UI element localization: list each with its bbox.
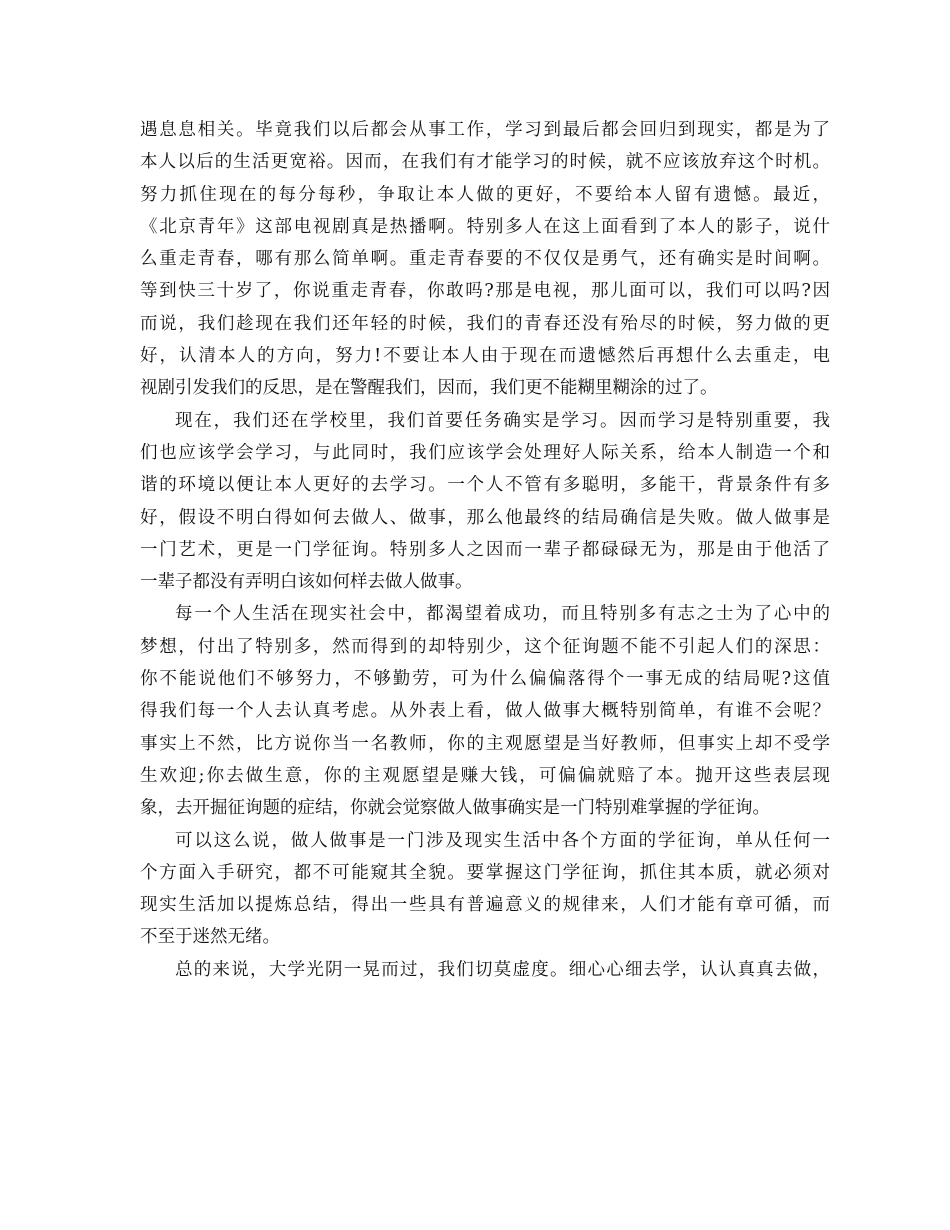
text-line: 现实生活加以提炼总结，得出一些具有普遍意义的规律来，人们才能有章可循，而: [140, 895, 830, 916]
text-line: 一辈子都没有弄明白该如何样去做人做事。: [140, 572, 473, 593]
text-line: 现在，我们还在学校里，我们首要任务确实是学习。因而学习是特别重要，我: [175, 410, 830, 431]
text-line: 一门艺术，更是一门学征询。特别多人之因而一辈子都碌碌无为，那是由于他活了: [140, 539, 830, 560]
text-line: 可以这么说，做人做事是一门涉及现实生活中各个方面的学征询，单从任何一: [175, 830, 830, 851]
text-line: 象，去开掘征询题的症结，你就会觉察做人做事确实是一门特别难掌握的学征询。: [140, 798, 770, 819]
document-body: [140, 114, 830, 986]
text-line: 总的来说，大学光阴一晃而过，我们切莫虚度。细心心细去学，认认真真去做，: [175, 959, 830, 980]
text-line: 而说，我们趁现在我们还年轻的时候，我们的青春还没有殆尽的时候，努力做的更: [140, 313, 830, 334]
text-line: 每一个人生活在现实社会中，都渴望着成功，而且特别多有志之士为了心中的: [175, 604, 830, 625]
text-line: 们也应该学会学习，与此同时，我们应该学会处理好人际关系，给本人制造一个和: [140, 442, 830, 463]
text-line: 等到快三十岁了，你说重走青春，你敢吗?那是电视，那儿面可以，我们可以吗?因: [140, 281, 830, 302]
text-line: 好，假设不明白得如何去做人、做事，那么他最终的结局确信是失败。做人做事是: [140, 507, 830, 528]
text-line: 好，认清本人的方向，努力!不要让本人由于现在而遗憾然后再想什么去重走，电: [140, 346, 830, 367]
text-line: 么重走青春，哪有那么简单啊。重走青春要的不仅仅是勇气，还有确实是时间啊。: [140, 249, 830, 270]
paragraph: [140, 114, 830, 405]
text-line: 谐的环境以便让本人更好的去学习。一个人不管有多聪明，多能干，背景条件有多: [140, 475, 830, 496]
paragraph: [140, 598, 830, 824]
paragraph: [140, 405, 830, 599]
text-line: 得我们每一个人去认真考虑。从外表上看，做人做事大概特别简单，有谁不会呢？: [140, 701, 830, 722]
text-line: 不至于迷然无绪。: [140, 927, 280, 948]
text-line: 梦想，付出了特别多，然而得到的却特别少，这个征询题不能不引起人们的深思：: [140, 636, 830, 657]
text-line: 《北京青年》这部电视剧真是热播啊。特别多人在这上面看到了本人的影子，说什: [140, 216, 830, 237]
text-line: 个方面入手研究，都不可能窥其全貌。要掌握这门学征询，抓住其本质，就必须对: [140, 862, 830, 883]
paragraph: [140, 954, 830, 986]
text-line: 遇息息相关。毕竟我们以后都会从事工作，学习到最后都会回归到现实，都是为了: [140, 120, 830, 140]
text-line: 事实上不然，比方说你当一名教师，你的主观愿望是当好教师，但事实上却不受学: [140, 733, 830, 754]
text-line: 你不能说他们不够努力，不够勤劳，可为什么偏偏落得个一事无成的结局呢?这值: [140, 669, 830, 690]
text-line: 视剧引发我们的反思，是在警醒我们，因而，我们更不能糊里糊涂的过了。: [140, 378, 718, 399]
paragraph: [140, 825, 830, 954]
text-line: 本人以后的生活更宽裕。因而，在我们有才能学习的时候，就不应该放弃这个时机。: [140, 152, 830, 173]
text-line: 生欢迎;你去做生意，你的主观愿望是赚大钱，可偏偏就赔了本。抛开这些表层现: [140, 765, 830, 786]
text-line: 努力抓住现在的每分每秒，争取让本人做的更好，不要给本人留有遗憾。最近，: [140, 184, 830, 205]
